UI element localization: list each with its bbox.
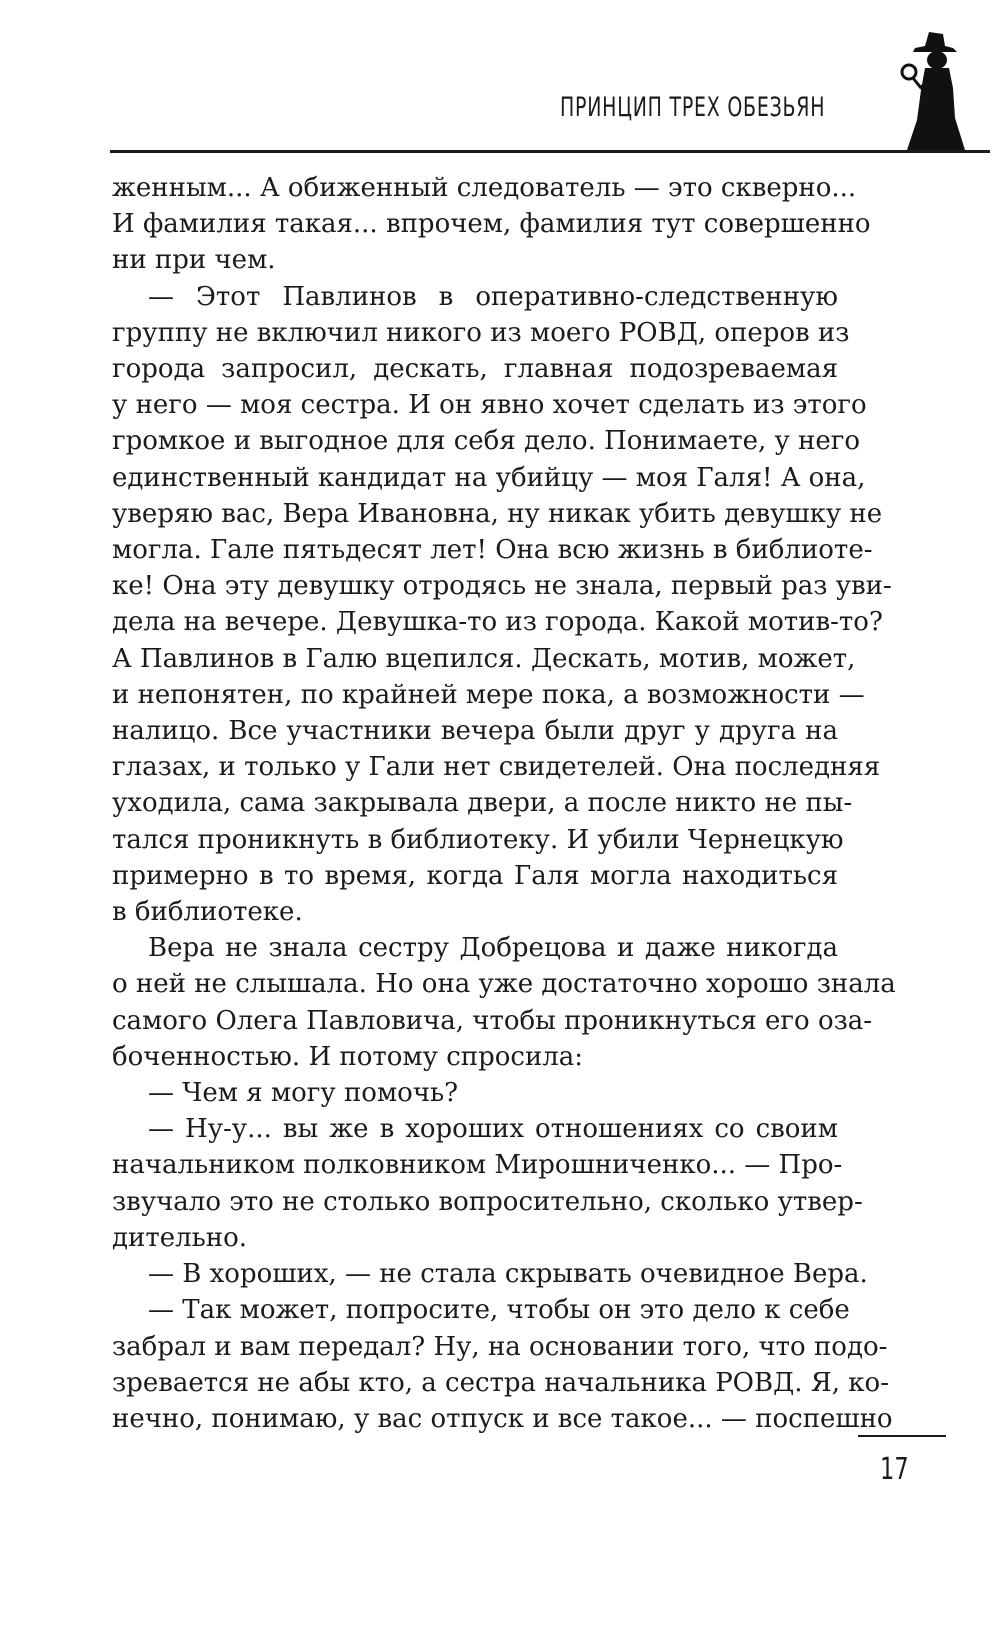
footer-rule (858, 1435, 946, 1437)
text-line: звучало это не столько вопросительно, сколько утвер- (112, 1186, 863, 1217)
text-line: — Этот Павлинов в оперативно-следственную (148, 281, 838, 312)
header-rule (110, 150, 990, 153)
text-line: зревается не абы кто, а сестра начальника РОВД. Я, ко- (112, 1367, 889, 1398)
text-line: в библиотеке. (112, 897, 303, 928)
running-head-title: ПРИНЦИП ТРЕХ ОБЕЗЬЯН (560, 92, 826, 123)
text-line: уходила, сама закрывала двери, а после никто не пы- (112, 788, 853, 819)
body-text (112, 170, 896, 1437)
text-line: глазах, и только у Гали нет свидетелей. Она последняя (112, 752, 881, 783)
text-line: — Ну-у... вы же в хороших отношениях со своим (148, 1114, 838, 1145)
text-line: ни при чем. (112, 245, 276, 276)
text-line: единственный кандидат на убийцу — моя Галя! А она, (112, 462, 866, 493)
text-line: налицо. Все участники вечера были друг у друга на (112, 716, 838, 747)
text-line: города запросил, дескать, главная подозреваемая (112, 354, 838, 385)
text-line: начальником полковником Мирошниченко... — Про- (112, 1150, 843, 1181)
text-line: ке! Она эту девушку отродясь не знала, первый раз уви- (112, 571, 892, 602)
text-line: самого Олега Павловича, чтобы проникнуться его оза- (112, 1005, 873, 1036)
text-line: примерно в то время, когда Галя могла находиться (112, 860, 838, 891)
text-line: боченностью. И потому спросила: (112, 1041, 584, 1072)
text-line: — Так может, попросите, чтобы он это дело к себе (148, 1295, 850, 1326)
page-number: 17 (880, 1452, 909, 1487)
text-line: о ней не слышала. Но она уже достаточно хорошо знала (112, 969, 896, 1000)
text-line: могла. Гале пятьдесят лет! Она всю жизнь в библиоте- (112, 535, 873, 566)
text-line: у него — моя сестра. И он явно хочет сделать из этого (112, 390, 867, 421)
text-line: дительно. (112, 1222, 248, 1253)
text-line: дела на вечере. Девушка-то из города. Какой мотив-то? (112, 607, 883, 638)
text-line: забрал и вам передал? Ну, на основании того, что подо- (112, 1331, 888, 1362)
text-line: женным... А обиженный следователь — это скверно... (112, 173, 857, 203)
text-line: группу не включил никого из моего РОВД, оперов из (112, 317, 850, 348)
text-line: нечно, понимаю, у вас отпуск и все такое... — поспешно (112, 1403, 893, 1434)
text-line: тался проникнуть в библиотеку. И убили Чернецкую (112, 824, 844, 855)
text-line: громкое и выгодное для себя дело. Понимаете, у него (112, 426, 861, 457)
text-line: А Павлинов в Галю вцепился. Дескать, мотив, может, (112, 643, 856, 674)
detective-with-magnifier-icon (895, 28, 975, 153)
text-line: И фамилия такая... впрочем, фамилия тут совершенно (112, 209, 871, 240)
text-line: — Чем я могу помочь? (148, 1078, 459, 1109)
text-line: уверяю вас, Вера Ивановна, ну никак убить девушку не (112, 498, 883, 529)
text-line: — В хороших, — не стала скрывать очевидное Вера. (148, 1259, 868, 1290)
text-line: и непонятен, по крайней мере пока, а возможности — (112, 679, 865, 710)
text-line: Вера не знала сестру Добрецова и даже никогда (148, 933, 838, 964)
